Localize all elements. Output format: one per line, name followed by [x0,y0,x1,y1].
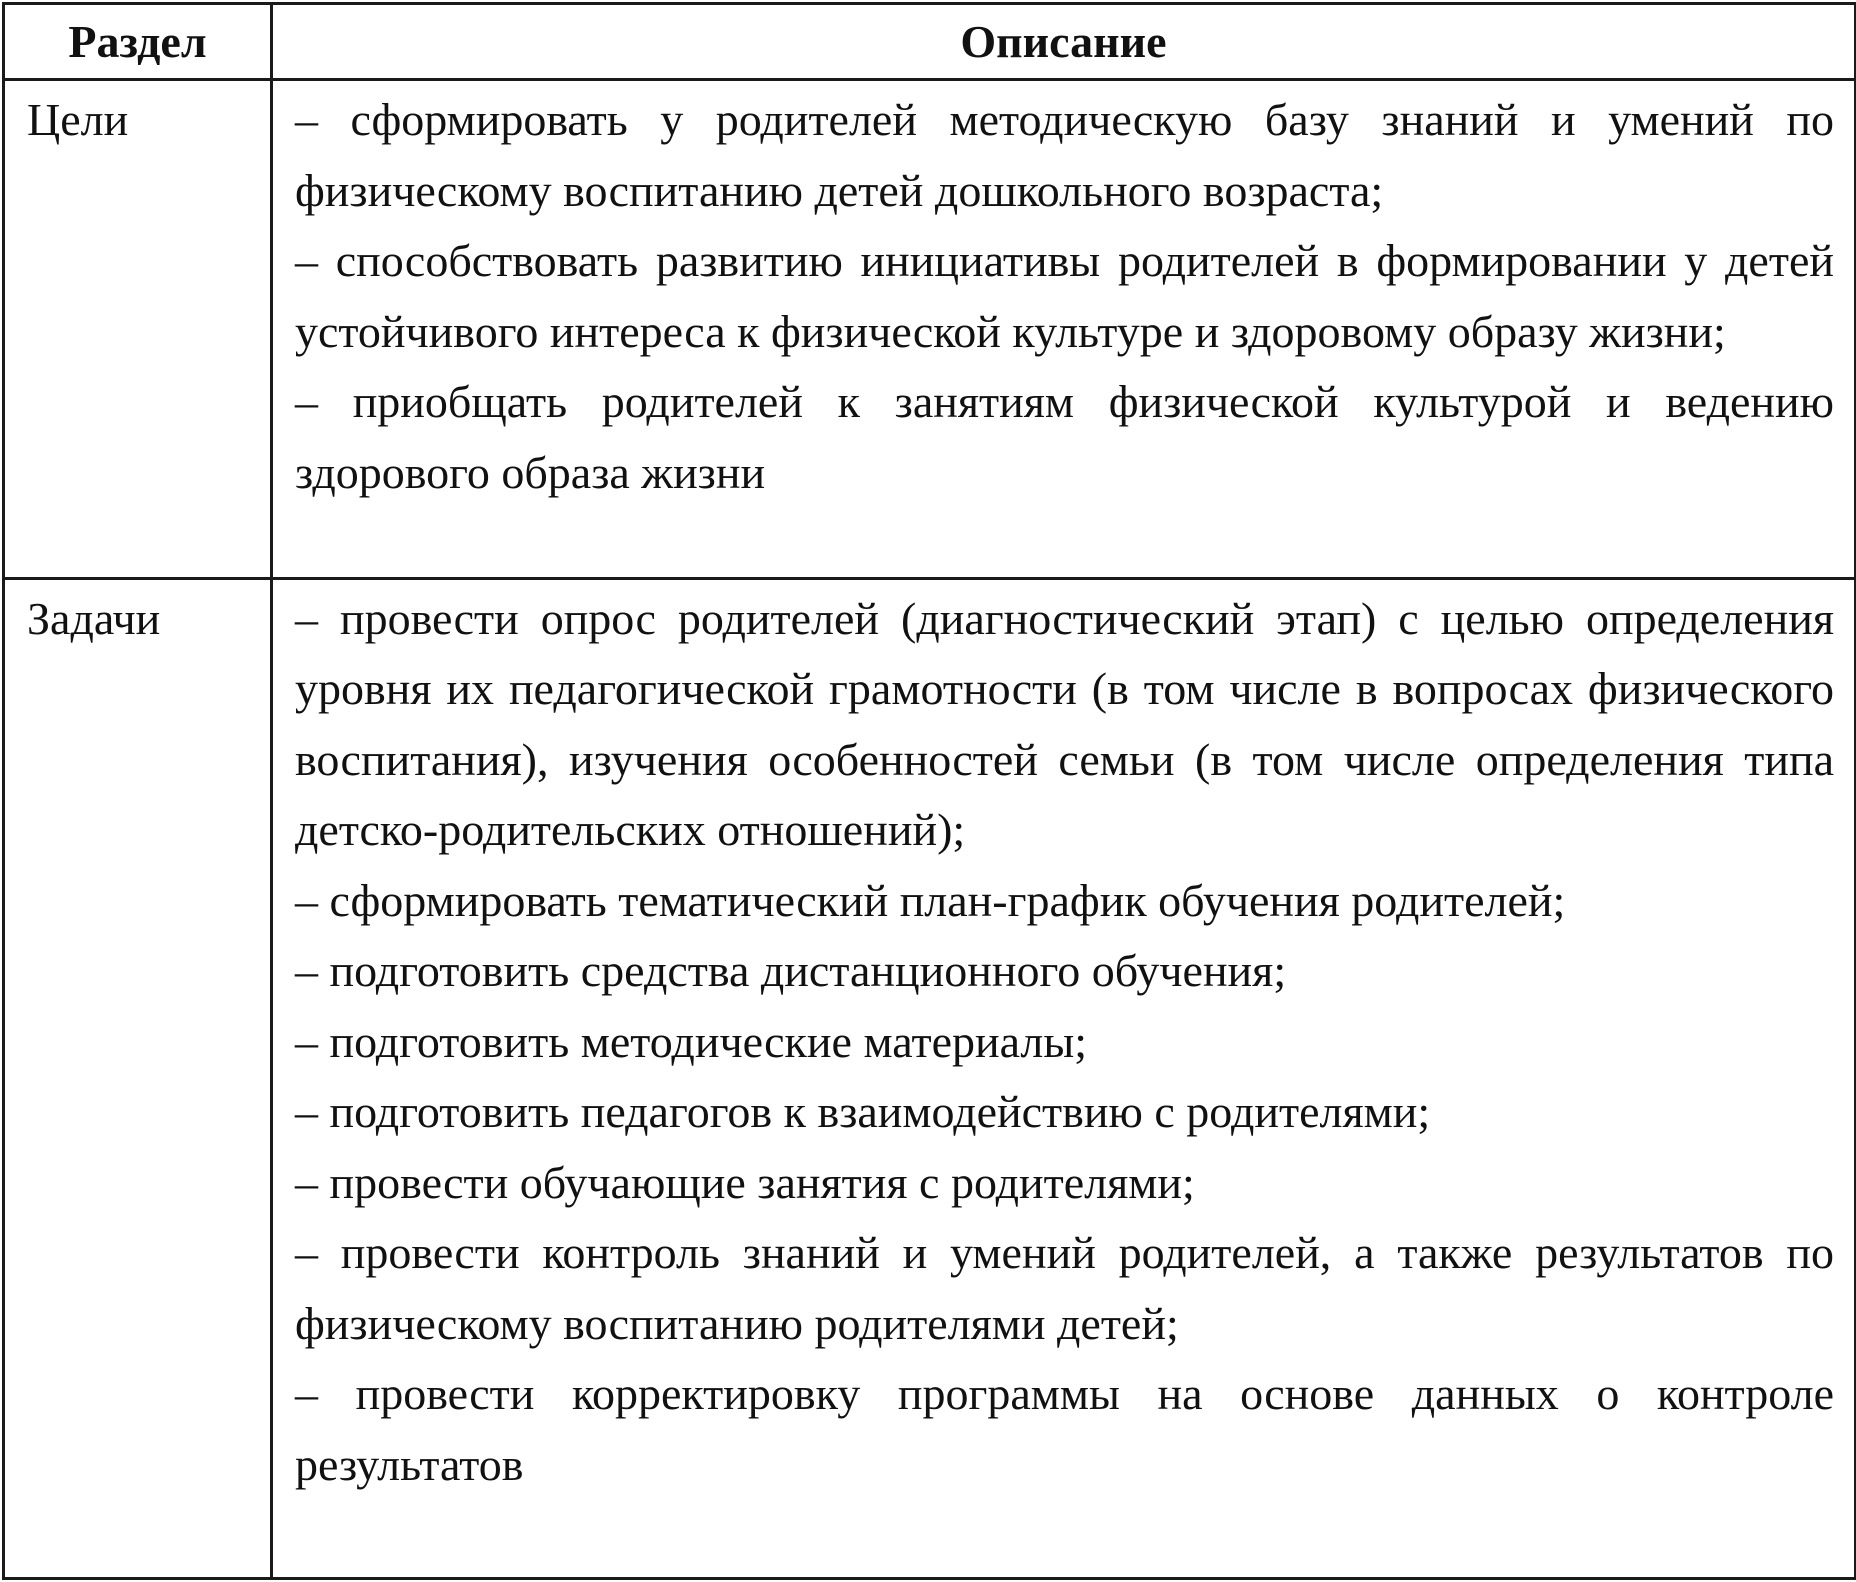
section-cell: Задачи [4,578,272,1578]
list-item: – сформировать тематический план-график обучения родителей; [295,874,1566,926]
description-cell [272,578,1856,1578]
table-row-tasks [4,578,1856,1578]
section-cell: Цели [4,80,272,579]
description-cell [272,80,1856,579]
list-item: – сформировать у родителей методическую базу знаний и умений по физическому воспитанию детей дошкольного возраста; [295,94,1834,216]
list-item: – подготовить средства дистанционного обучения; [295,945,1287,997]
header-section: Раздел [4,4,272,80]
list-item: – провести контроль знаний и умений родителей, а также результатов по физическому воспитанию родителями детей; [295,1227,1834,1349]
list-item: – провести опрос родителей (диагностический этап) с целью определения уровня их педагогической грамотности (в том числе в вопросах физического воспитания), изучения особенностей семьи (в том числе определения типа детско-родительских отношений); [295,592,1834,856]
list-item: – способствовать развитию инициативы родителей в формировании у детей устойчивого интереса к физической культуре и здоровому образу жизни; [295,235,1834,357]
header-description: Описание [272,4,1856,80]
table-row-goals [4,80,1856,579]
list-item: – провести обучающие занятия с родителями; [295,1156,1195,1208]
list-item: – подготовить педагогов к взаимодействию с родителями; [295,1086,1431,1138]
goals-tasks-table [2,2,1856,1580]
table-header-row [4,4,1856,80]
list-item: – провести корректировку программы на основе данных о контроле результатов [295,1368,1834,1490]
list-item: – подготовить методические материалы; [295,1015,1088,1067]
list-item: – приобщать родителей к занятиям физической культурой и ведению здорового образа жизни [295,376,1834,498]
